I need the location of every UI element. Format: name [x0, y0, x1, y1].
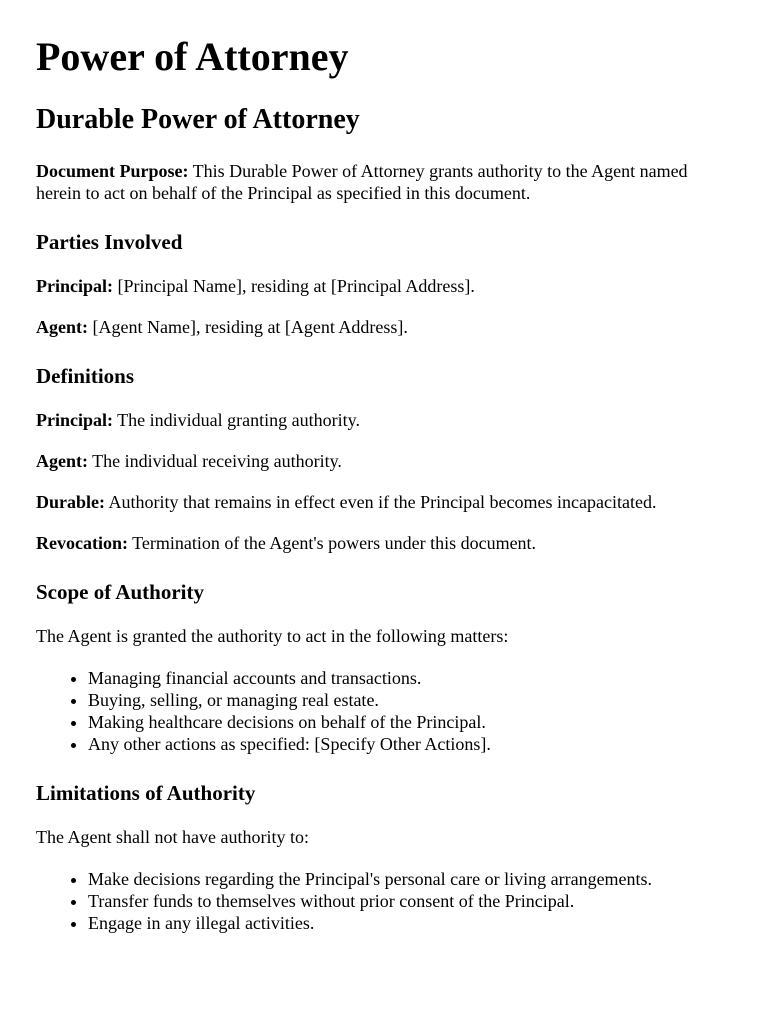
definition-term: Principal: [36, 410, 113, 430]
scope-list-item: • Making healthcare decisions on behalf of the Principal. [88, 711, 734, 733]
document-subtitle: Durable Power of Attorney [36, 104, 360, 135]
definition-item [36, 450, 734, 472]
party-principal-label: Principal: [36, 276, 113, 296]
party-principal-text: [Principal Name], residing at [Principal Address]. [113, 276, 475, 296]
scope-list [36, 667, 734, 755]
party-agent-text: [Agent Name], residing at [Agent Address]. [88, 317, 408, 337]
scope-list-item: • Managing financial accounts and transactions. [88, 667, 734, 689]
document-title: Power of Attorney [36, 34, 349, 79]
scope-intro: The Agent is granted the authority to act in the following matters: [36, 626, 509, 646]
limitations-intro: The Agent shall not have authority to: [36, 827, 309, 847]
party-agent [36, 316, 734, 338]
definition-item [36, 491, 734, 513]
purpose-label: Document Purpose: [36, 161, 189, 181]
purpose-text: This Durable Power of Attorney grants authority to the Agent named herein to act on behalf of the Principal as specified in this document. [36, 161, 688, 203]
limitations-list [36, 868, 734, 934]
limitations-heading: Limitations of Authority [36, 781, 256, 805]
definition-item [36, 409, 734, 431]
definition-text: The individual receiving authority. [88, 451, 342, 471]
document-purpose [36, 160, 734, 204]
definition-text: Authority that remains in effect even if the Principal becomes incapacitated. [105, 492, 657, 512]
scope-list-item: • Any other actions as specified: [Specify Other Actions]. [88, 733, 734, 755]
definitions-heading: Definitions [36, 364, 135, 388]
definition-text: Termination of the Agent's powers under this document. [127, 533, 537, 553]
definition-term: Revocation: [36, 533, 128, 553]
party-principal [36, 275, 734, 297]
definition-term: Agent: [36, 451, 88, 471]
limitations-list-item: • Transfer funds to themselves without prior consent of the Principal. [88, 890, 734, 912]
limitations-list-item: • Make decisions regarding the Principal's personal care or living arrangements. [88, 868, 734, 890]
definition-term: Durable: [36, 492, 105, 512]
definition-item [36, 532, 734, 554]
scope-heading: Scope of Authority [36, 580, 204, 604]
parties-heading: Parties Involved [36, 230, 183, 254]
scope-list-item: • Buying, selling, or managing real estate. [88, 689, 734, 711]
definition-text: The individual granting authority. [113, 410, 360, 430]
party-agent-label: Agent: [36, 317, 88, 337]
limitations-list-item: • Engage in any illegal activities. [88, 912, 734, 934]
